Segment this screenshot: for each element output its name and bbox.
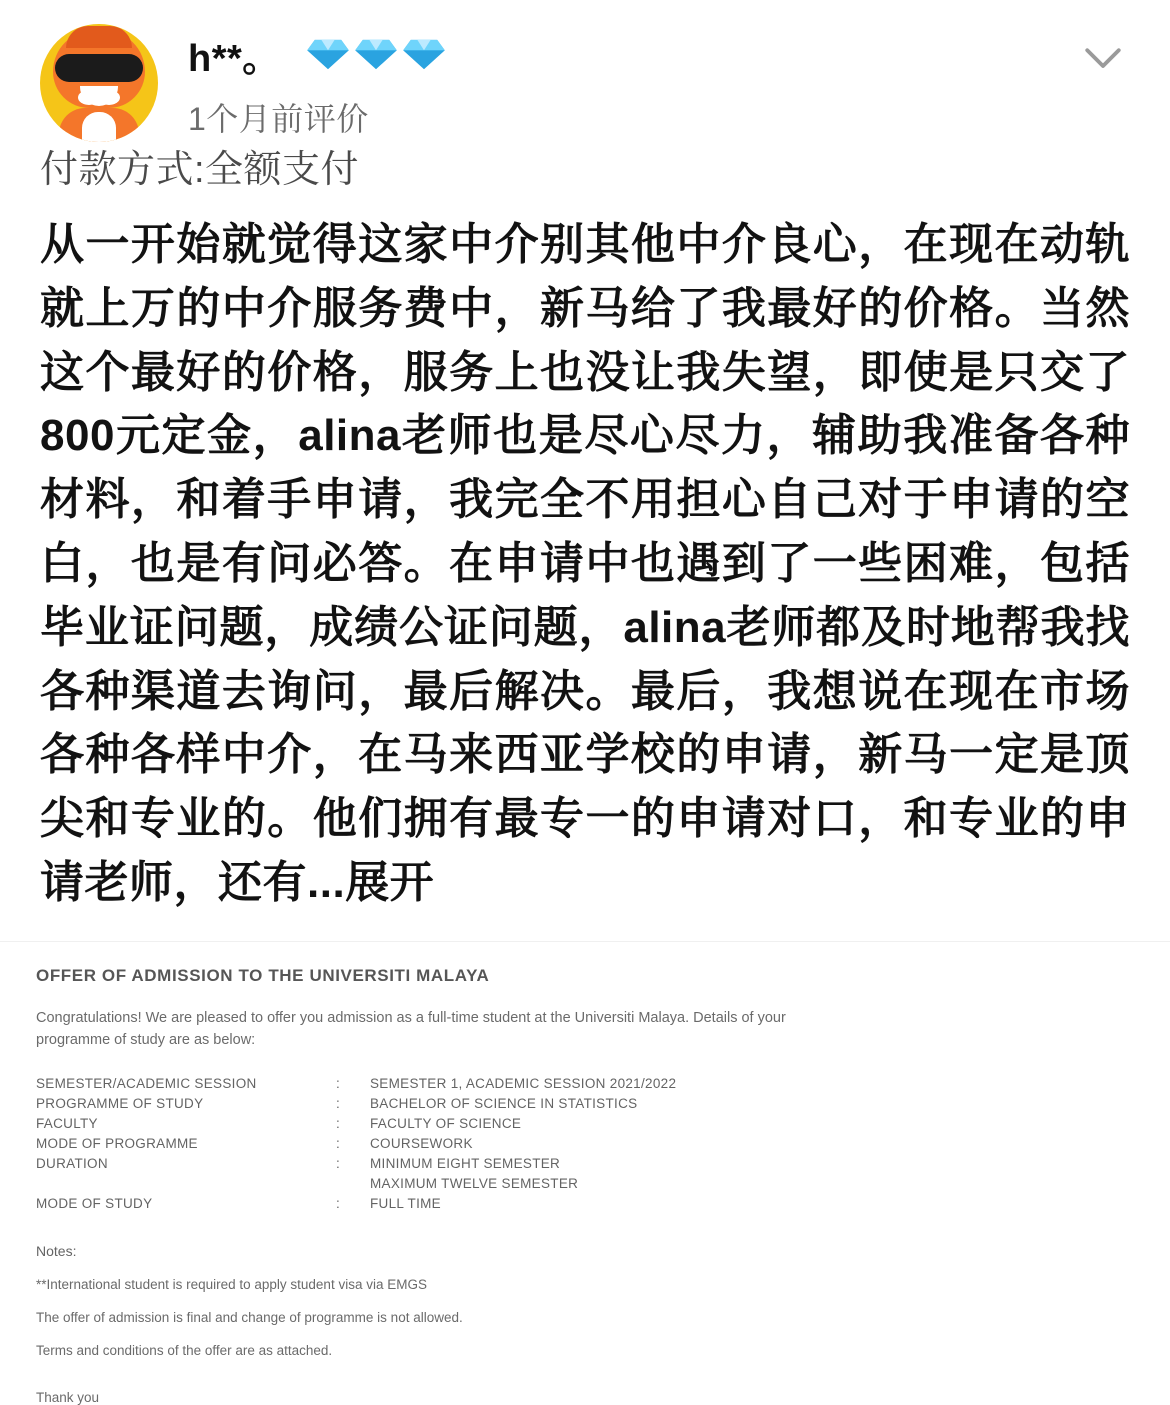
detail-value: BACHELOR OF SCIENCE IN STATISTICS bbox=[370, 1095, 638, 1111]
review-timestamp: 1个月前评价 bbox=[188, 101, 369, 137]
expand-button[interactable]: 展开 bbox=[345, 857, 435, 907]
table-row bbox=[36, 1073, 796, 1093]
review-attachment-image[interactable] bbox=[0, 941, 1170, 1405]
offer-letter-title: OFFER OF ADMISSION TO THE UNIVERSITI MALAYA bbox=[36, 965, 490, 985]
offer-letter-document bbox=[34, 966, 1136, 1405]
detail-key: DURATION bbox=[36, 1155, 108, 1171]
review-content-text: 从一开始就觉得这家中介别其他中介良心，在现在动轨就上万的中介服务费中，新马给了我最好的价格。当然这个最好的价格，服务上也没让我失望，即使是只交了800元定金，alina老师也是尽心尽力，辅助我准备各种材料，和着手申请，我完全不用担心自己对于申请的空白，也是有问必答。在申请中也遇到了一些困难，包括毕业证问题，成绩公证问题，alina老师都及时地帮我找各种渠道去询问，最后解决。最后，我想说在现在市场各种各样中介，在马来西亚学校的申请，新马一定是顶尖和专业的。他们拥有最专一的申请对口，和专业的申请老师，还有... bbox=[40, 220, 1130, 907]
detail-key: FACULTY bbox=[36, 1115, 98, 1131]
avatar-mask bbox=[55, 54, 143, 82]
diamond-icon bbox=[401, 37, 447, 71]
offer-letter-details-table bbox=[36, 1073, 796, 1213]
detail-separator: : bbox=[336, 1155, 341, 1171]
diamond-icon bbox=[305, 37, 351, 71]
detail-value: FULL TIME bbox=[370, 1195, 441, 1211]
detail-separator: : bbox=[336, 1095, 341, 1111]
table-row bbox=[36, 1133, 796, 1153]
detail-value: COURSEWORK bbox=[370, 1135, 473, 1151]
table-row bbox=[36, 1093, 796, 1113]
offer-letter-note: Terms and conditions of the offer are as attached. bbox=[36, 1343, 333, 1359]
table-row bbox=[36, 1113, 796, 1133]
table-row bbox=[36, 1193, 796, 1213]
payment-method-label: 付款方式:全额支付 bbox=[40, 149, 360, 191]
diamond-icon bbox=[353, 37, 399, 71]
review-header bbox=[0, 0, 1170, 137]
avatar[interactable] bbox=[40, 24, 158, 142]
offer-letter-note: The offer of admission is final and change of programme is not allowed. bbox=[36, 1310, 463, 1326]
user-name: h**。 bbox=[188, 37, 281, 80]
detail-separator bbox=[336, 1173, 370, 1193]
detail-separator: : bbox=[336, 1075, 341, 1091]
offer-letter-thanks: Thank you bbox=[36, 1390, 100, 1405]
review-content bbox=[40, 213, 1130, 915]
detail-value: FACULTY OF SCIENCE bbox=[370, 1115, 522, 1131]
detail-key: SEMESTER/ACADEMIC SESSION bbox=[36, 1075, 257, 1091]
review-name-row bbox=[188, 30, 1142, 78]
detail-separator: : bbox=[336, 1115, 341, 1131]
table-row bbox=[36, 1173, 796, 1193]
avatar-hair bbox=[66, 26, 132, 48]
avatar-collar bbox=[82, 112, 116, 142]
offer-letter-note: **International student is required to apply student visa via EMGS bbox=[36, 1277, 427, 1293]
detail-key: MODE OF PROGRAMME bbox=[36, 1135, 198, 1151]
detail-separator: : bbox=[336, 1135, 341, 1151]
detail-separator: : bbox=[336, 1195, 341, 1211]
detail-value: MINIMUM EIGHT SEMESTER bbox=[370, 1155, 561, 1171]
detail-value: MAXIMUM TWELVE SEMESTER bbox=[370, 1175, 579, 1191]
offer-letter-intro: Congratulations! We are pleased to offer you admission as a full-time student at the Universiti Malaya. Details of your programme of study are as below: bbox=[36, 1009, 786, 1048]
chevron-down-icon[interactable] bbox=[1076, 30, 1130, 84]
table-row bbox=[36, 1153, 796, 1173]
detail-key bbox=[36, 1173, 336, 1193]
offer-letter-notes-label: Notes: bbox=[36, 1243, 77, 1260]
detail-key: PROGRAMME OF STUDY bbox=[36, 1095, 204, 1111]
user-level-badges bbox=[305, 37, 447, 71]
detail-value: SEMESTER 1, ACADEMIC SESSION 2021/2022 bbox=[370, 1075, 677, 1091]
detail-key: MODE OF STUDY bbox=[36, 1195, 153, 1211]
review-user-info bbox=[188, 22, 1142, 140]
